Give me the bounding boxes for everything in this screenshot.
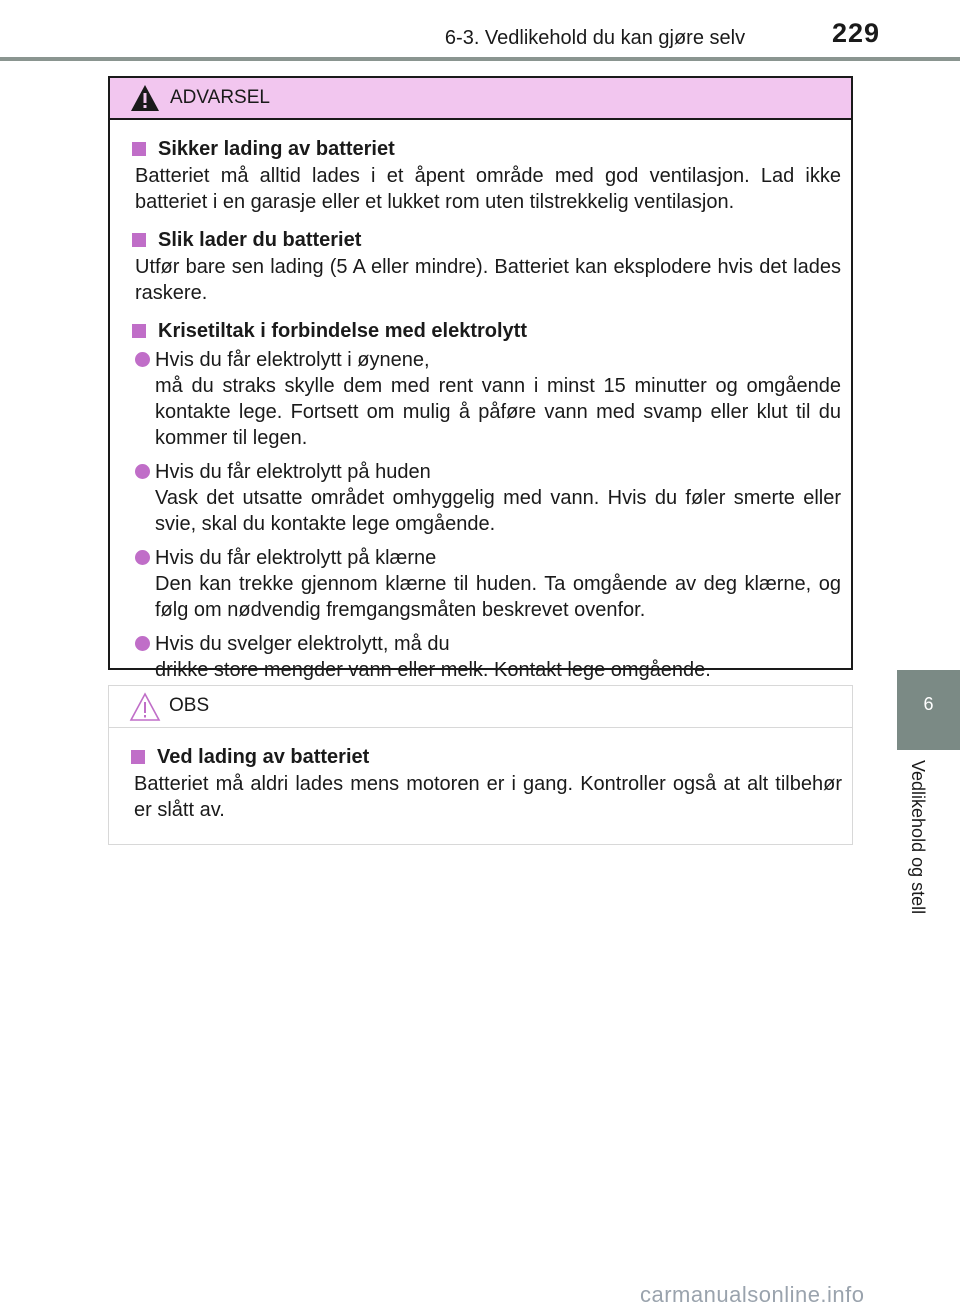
warning-box-title: ADVARSEL	[170, 87, 270, 108]
warning-triangle-icon	[130, 84, 160, 112]
watermark-text: carmanualsonline.info	[640, 1282, 865, 1307]
round-bullet-icon	[135, 464, 150, 479]
warning-box	[108, 76, 853, 681]
bullet-lead-text: Hvis du svelger elektrolytt, må du	[155, 633, 450, 655]
bullet-body-text: Den kan trekke gjennom klærne til huden. Ta omgående av deg klærne, og følg om nødvendig fremgangsmåten beskrevet ovenfor.	[155, 573, 841, 621]
warning-box-body	[110, 120, 851, 683]
bullet-body-text: Vask det utsatte området omhyggelig med vann. Hvis du føler smerte eller svie, skal du kontakte lege omgående.	[155, 487, 841, 535]
chapter-label: Vedlikehold og stell	[908, 760, 928, 915]
header-section-title: 6-3. Vedlikehold du kan gjøre selv	[444, 27, 746, 49]
chapter-number: 6	[923, 694, 934, 714]
section-heading-text: Slik lader du batteriet	[158, 229, 362, 251]
list-item	[132, 459, 841, 537]
warning-section-heading	[132, 227, 841, 254]
round-bullet-icon	[135, 352, 150, 367]
notice-box-header	[109, 686, 852, 728]
square-bullet-icon	[131, 750, 145, 764]
notice-section	[131, 744, 842, 823]
notice-section-text	[131, 771, 842, 823]
section-body-text: Utfør bare sen lading (5 A eller mindre). Batteriet kan eksplodere hvis det lades raskere.	[135, 256, 841, 304]
warning-box-header	[110, 78, 851, 120]
header-divider	[0, 57, 960, 61]
page-number: 229	[832, 18, 881, 48]
notice-box-body	[109, 728, 852, 823]
bullet-lead-text: Hvis du får elektrolytt på klærne	[155, 547, 437, 569]
square-bullet-icon	[132, 233, 146, 247]
section-heading-text: Ved lading av batteriet	[157, 746, 370, 768]
warning-section-text	[132, 254, 841, 306]
warning-section	[132, 136, 841, 215]
bullet-lead-text: Hvis du får elektrolytt i øynene,	[155, 349, 430, 371]
warning-section	[132, 227, 841, 306]
notice-section-heading	[131, 744, 842, 771]
round-bullet-icon	[135, 636, 150, 651]
bullet-body-text: må du straks skylle dem med rent vann i minst 15 minutter og omgående kontakte lege. Fortsett om mulig å påføre vann med svamp eller klut til du kommer til legen.	[155, 375, 841, 449]
section-heading-text: Krisetiltak i forbindelse med elektrolytt	[158, 320, 527, 342]
section-body-text: Batteriet må alltid lades i et åpent område med god ventilasjon. Lad ikke batteriet i en garasje eller et lukket rom uten tilstrekkelig ventilasjon.	[135, 165, 841, 213]
square-bullet-icon	[132, 142, 146, 156]
list-item	[132, 347, 841, 451]
caution-triangle-icon	[129, 692, 161, 722]
bullet-lead-text: Hvis du får elektrolytt på huden	[155, 461, 431, 483]
section-body-text: Batteriet må aldri lades mens motoren er i gang. Kontroller også at alt tilbehør er slått av.	[134, 773, 842, 821]
warning-section-text	[132, 163, 841, 215]
notice-box	[108, 685, 853, 845]
warning-section-heading	[132, 136, 841, 163]
bullet-body-text: drikke store mengder vann eller melk. Kontakt lege omgående.	[155, 659, 711, 681]
square-bullet-icon	[132, 324, 146, 338]
warning-section	[132, 318, 841, 683]
notice-box-title: OBS	[169, 695, 210, 716]
chapter-tab	[897, 670, 960, 750]
warning-section-heading	[132, 318, 841, 345]
list-item	[132, 631, 841, 683]
round-bullet-icon	[135, 550, 150, 565]
section-heading-text: Sikker lading av batteriet	[158, 138, 395, 160]
list-item	[132, 545, 841, 623]
